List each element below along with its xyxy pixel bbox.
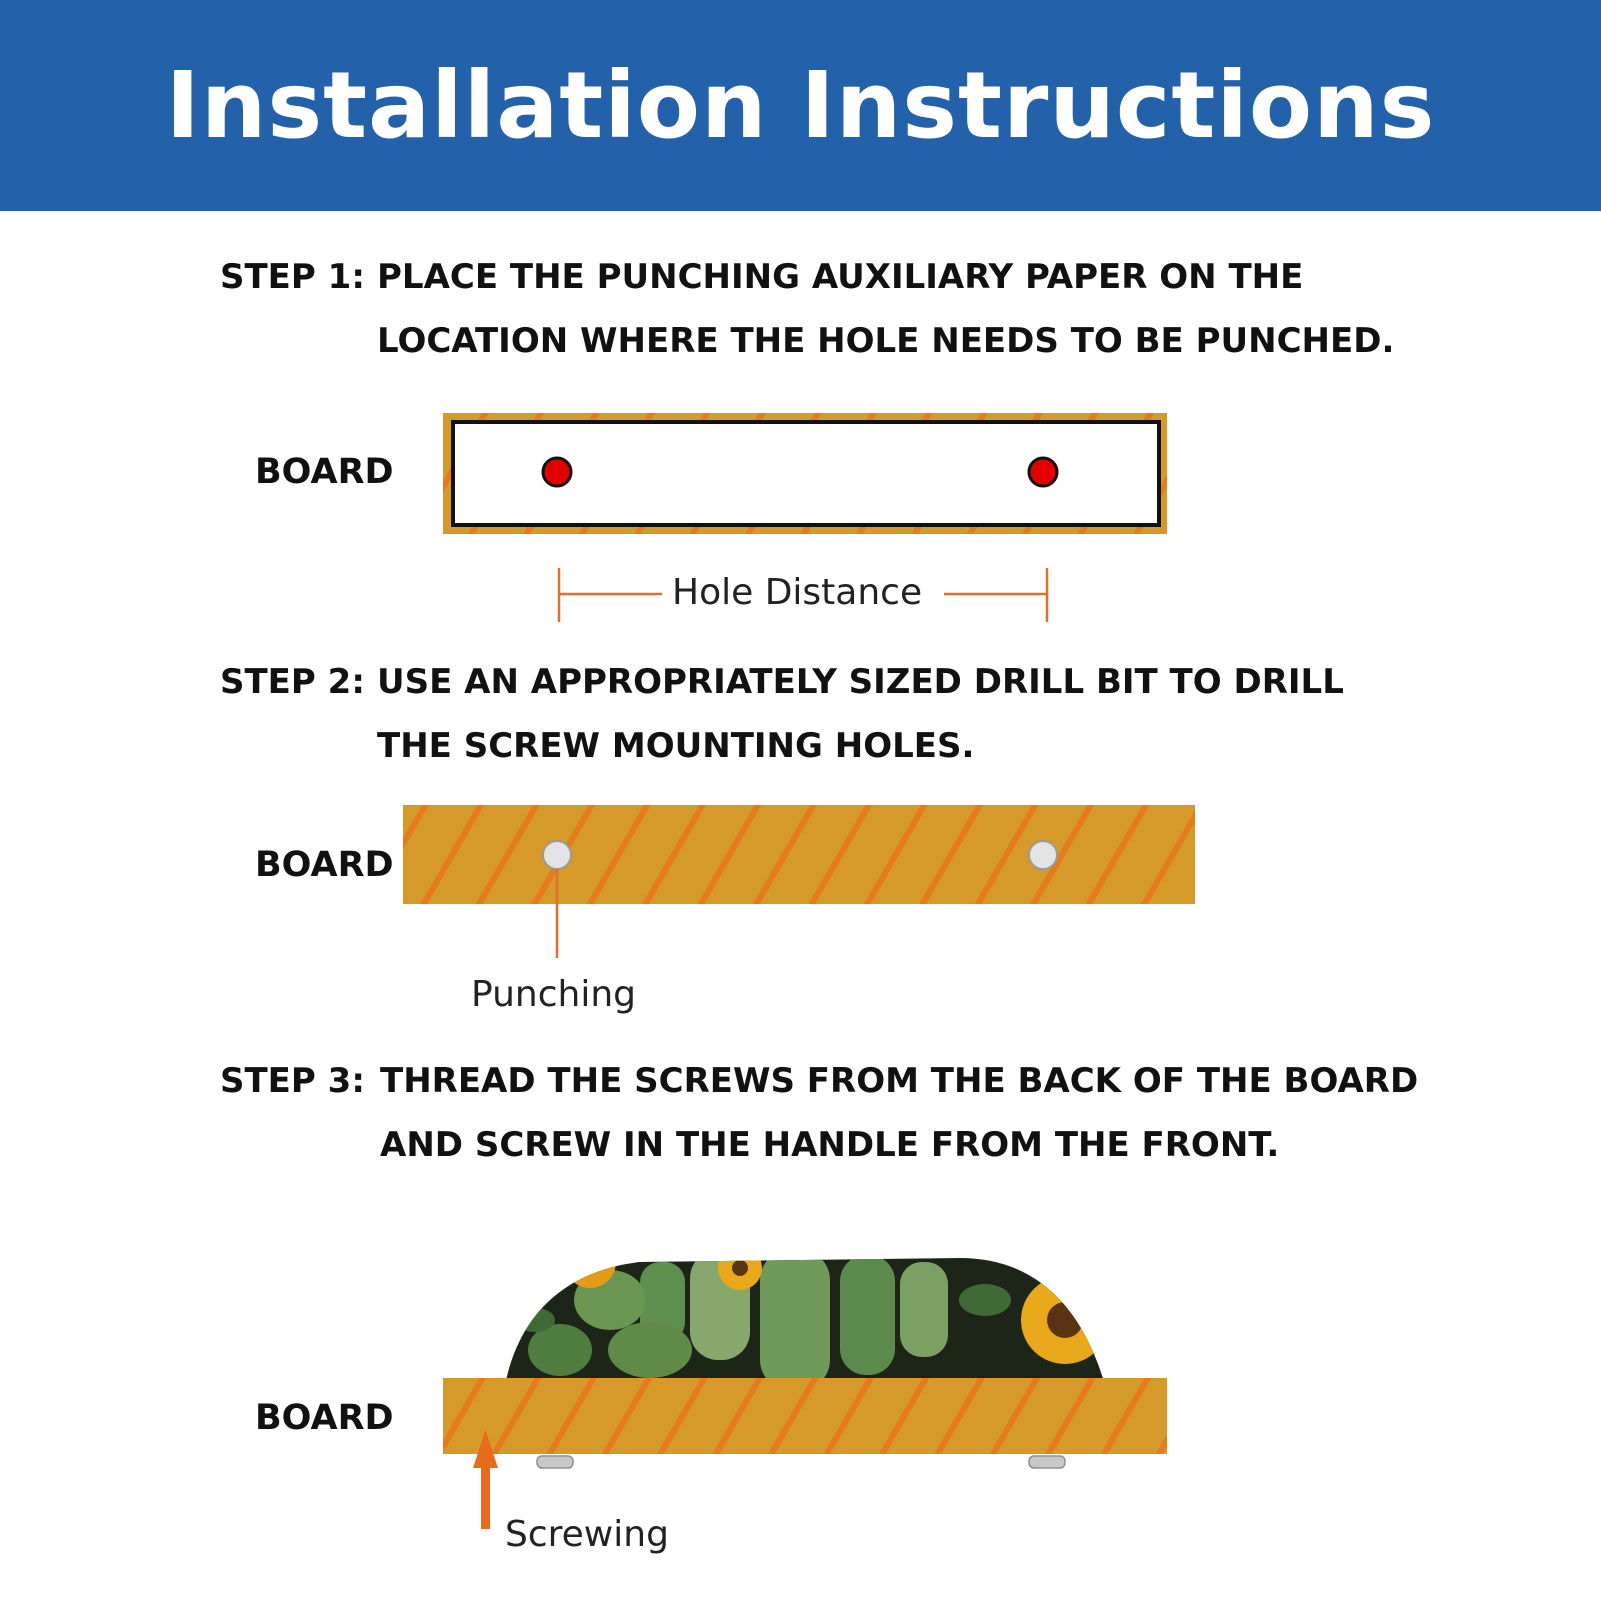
hole-distance-dimension [559, 568, 1047, 622]
drilled-hole-right [1029, 841, 1057, 869]
screwing-label: Screwing [505, 1514, 669, 1555]
step-3-assembly [443, 1236, 1167, 1468]
board-label-step-1: BOARD [255, 452, 394, 492]
step-2-line-1: USE AN APPROPRIATELY SIZED DRILL BIT TO DRILL [377, 662, 1344, 702]
hole-marker-right [1029, 458, 1057, 486]
step-2-number: STEP 2: [220, 662, 365, 702]
step-1-board [443, 413, 1167, 534]
board-wood [443, 1378, 1167, 1454]
step-3-line-1: THREAD THE SCREWS FROM THE BACK OF THE BOARD [380, 1061, 1419, 1101]
board-label-step-3: BOARD [255, 1398, 394, 1438]
step-3-line-2: AND SCREW IN THE HANDLE FROM THE FRONT. [380, 1125, 1280, 1165]
step-2-line-2: THE SCREW MOUNTING HOLES. [377, 726, 975, 766]
screw-head-left [537, 1456, 573, 1468]
board-label-step-2: BOARD [255, 845, 394, 885]
hole-distance-label: Hole Distance [672, 572, 923, 613]
step-1-line-1: PLACE THE PUNCHING AUXILIARY PAPER ON THE [377, 257, 1304, 297]
step-3-number: STEP 3: [220, 1061, 365, 1101]
screw-head-right [1029, 1456, 1065, 1468]
drilled-hole-left [543, 841, 571, 869]
step-1-number: STEP 1: [220, 257, 365, 297]
board-wood [403, 805, 1195, 904]
cactus-handle [500, 1236, 1110, 1390]
step-1-line-2: LOCATION WHERE THE HOLE NEEDS TO BE PUNCHED. [377, 321, 1395, 361]
punching-label: Punching [471, 974, 636, 1015]
step-2-board [403, 805, 1195, 958]
page-title: Installation Instructions [165, 52, 1436, 159]
hole-marker-left [543, 458, 571, 486]
